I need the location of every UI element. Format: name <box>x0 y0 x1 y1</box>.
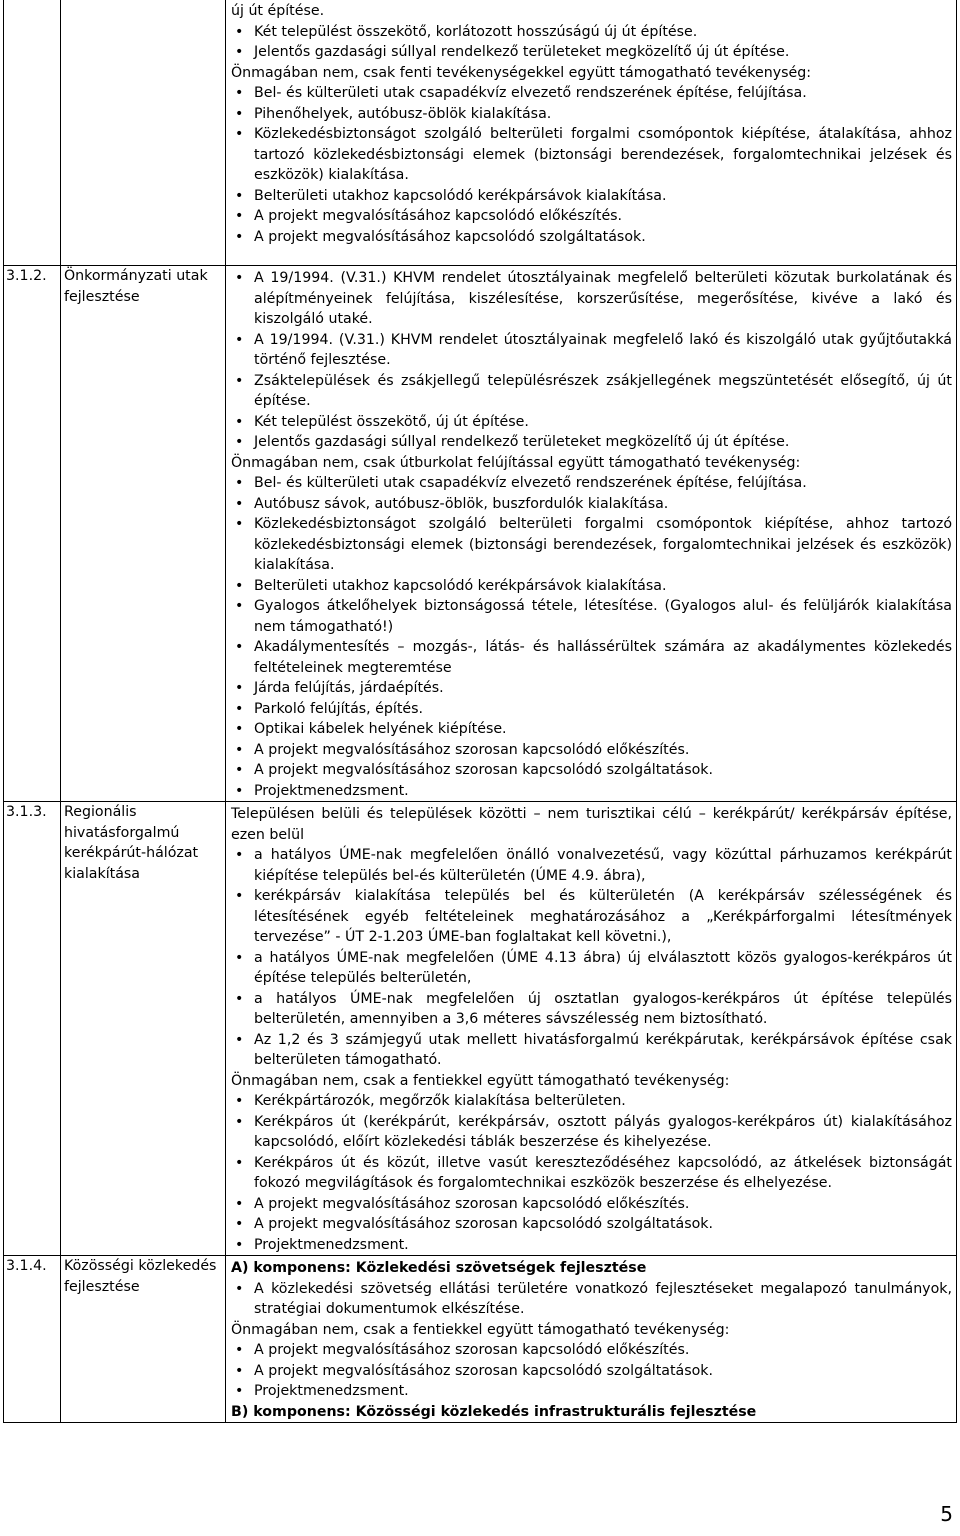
section-content-cell <box>226 1256 957 1423</box>
section-content <box>226 266 956 801</box>
section-title-cell <box>61 1256 226 1423</box>
bullet-list <box>231 1091 952 1255</box>
list-item: • Kerékpáros út és közút, illetve vasút kereszteződéséhez kapcsolódó, az átkelések biztonságát fokozó megvilágítások és forgalomtechnikai eszközök beszerzése és elhelyezése. <box>231 1153 952 1194</box>
list-item: • A projekt megvalósításához szorosan kapcsolódó szolgáltatások. <box>231 1361 952 1382</box>
section-content-cell <box>226 0 957 266</box>
component-heading: B) komponens: Közösségi közlekedés infrastrukturális fejlesztése <box>231 1403 757 1420</box>
list-item: • A projekt megvalósításához szorosan kapcsolódó előkészítés. <box>231 740 952 761</box>
list-item: • A közlekedési szövetség ellátási területére vonatkozó fejlesztéseket megalapozó tanulmányok, stratégiai dokumentumok elkészítése. <box>231 1279 952 1320</box>
list-item: • Zsáktelepülések és zsákjellegű településrészek zsákjellegének megszüntetését elősegítő, új út építése. <box>231 371 952 412</box>
paragraph: Önmagában nem, csak a fentiekkel együtt támogatható tevékenység: <box>231 1072 730 1089</box>
list-item: • Bel- és külterületi utak csapadékvíz elvezető rendszerének építése, felújítása. <box>231 83 952 104</box>
list-item: • Autóbusz sávok, autóbusz-öblök, buszfordulók kialakítása. <box>231 494 952 515</box>
list-item: • a hatályos ÚME-nak megfelelően (ÚME 4.13 ábra) új elválasztott közös gyalogos-kerékpáros út építése település belterületén, <box>231 948 952 989</box>
section-content <box>226 802 956 1255</box>
bullet-list <box>231 473 952 801</box>
list-item: • A projekt megvalósításához szorosan kapcsolódó előkészítés. <box>231 1340 952 1361</box>
paragraph: Önmagában nem, csak fenti tevékenységekkel együtt támogatható tevékenység: <box>231 64 812 81</box>
list-item: • Jelentős gazdasági súllyal rendelkező területeket megközelítő új út építése. <box>231 432 952 453</box>
bullet-list <box>231 1279 952 1320</box>
list-item: • A 19/1994. (V.31.) KHVM rendelet útosztályainak megfelelő belterületi közutak burkolatának és alépítményeinek felújítása, kiszélesítése, korszerűsítése, megerősítése, kivéve a lakó és kiszolgáló utaké. <box>231 268 952 330</box>
list-item: • A projekt megvalósításához szorosan kapcsolódó szolgáltatások. <box>231 760 952 781</box>
bullet-list <box>231 1340 952 1402</box>
bullet-list <box>231 268 952 453</box>
section-title-cell <box>61 0 226 266</box>
list-item: • A 19/1994. (V.31.) KHVM rendelet útosztályainak megfelelő lakó és kiszolgáló utak gyűjtőutakká történő fejlesztése. <box>231 330 952 371</box>
list-item: • Két települést összekötő, új út építése. <box>231 412 952 433</box>
section-number-cell <box>4 802 61 1256</box>
list-item: • a hatályos ÚME-nak megfelelően új osztatlan gyalogos-kerékpáros út építése település belterületén, amennyiben a 3,6 méteres sávszélesség nem biztosítható. <box>231 989 952 1030</box>
list-item: • Projektmenedzsment. <box>231 1381 952 1402</box>
section-title-cell <box>61 266 226 802</box>
table-row <box>4 1256 957 1423</box>
measures-table <box>3 0 957 1423</box>
section-content-cell <box>226 802 957 1256</box>
section-title: Közösségi közlekedés fejlesztése <box>64 1258 217 1295</box>
list-item: • Parkoló felújítás, építés. <box>231 699 952 720</box>
list-item: • Belterületi utakhoz kapcsolódó kerékpársávok kialakítása. <box>231 576 952 597</box>
list-item: • A projekt megvalósításához szorosan kapcsolódó előkészítés. <box>231 1194 952 1215</box>
list-item: • kerékpársáv kialakítása település bel és külterületén (A kerékpársáv szélességének és létesítésének egyéb feltételeinek meghatározásához a „Kerékpárforgalmi létesítmények tervezése” - ÚT 2-1.203 ÚME-ban foglaltakat kell követni.), <box>231 886 952 948</box>
section-number: 3.1.3. <box>6 804 47 820</box>
list-item: • Optikai kábelek helyének kiépítése. <box>231 719 952 740</box>
paragraph: Önmagában nem, csak a fentiekkel együtt támogatható tevékenység: <box>231 1321 730 1338</box>
paragraph: új út építése. <box>231 3 325 19</box>
section-content-cell <box>226 266 957 802</box>
section-number: 3.1.2. <box>6 268 47 284</box>
bullet-list <box>231 845 952 1071</box>
section-content <box>226 1256 956 1422</box>
page-number: 5 <box>940 1502 953 1526</box>
list-item: • A projekt megvalósításához szorosan kapcsolódó szolgáltatások. <box>231 1214 952 1235</box>
list-item: • Kerékpártározók, megőrzők kialakítása belterületen. <box>231 1091 952 1112</box>
table-row <box>4 266 957 802</box>
spacer <box>231 247 952 265</box>
list-item: • Projektmenedzsment. <box>231 781 952 802</box>
section-number: 3.1.4. <box>6 1258 47 1274</box>
list-item: • A projekt megvalósításához kapcsolódó előkészítés. <box>231 206 952 227</box>
section-content <box>226 0 956 265</box>
list-item: • Közlekedésbiztonságot szolgáló belterületi forgalmi csomópontok kiépítése, átalakítása, ahhoz tartozó közlekedésbiztonsági elemek (biztonsági berendezések, forgalomtechnikai jelzések és eszközök) kialakítása. <box>231 124 952 186</box>
list-item: • Az 1,2 és 3 számjegyű utak mellett hivatásforgalmú kerékpárutak, kerékpársávok építése csak belterületen támogatható. <box>231 1030 952 1071</box>
list-item: • Gyalogos átkelőhelyek biztonságossá tétele, létesítése. (Gyalogos alul- és felüljárók kialakítása nem támogatható!) <box>231 596 952 637</box>
list-item: • Projektmenedzsment. <box>231 1235 952 1256</box>
list-item: • Belterületi utakhoz kapcsolódó kerékpársávok kialakítása. <box>231 186 952 207</box>
list-item: • A projekt megvalósításához kapcsolódó szolgáltatások. <box>231 227 952 248</box>
bullet-list <box>231 83 952 247</box>
section-title-cell <box>61 802 226 1256</box>
section-number-cell <box>4 1256 61 1423</box>
table-row <box>4 802 957 1256</box>
list-item: • Pihenőhelyek, autóbusz-öblök kialakítása. <box>231 104 952 125</box>
table-row <box>4 0 957 266</box>
list-item: • Járda felújítás, járdaépítés. <box>231 678 952 699</box>
list-item: • Bel- és külterületi utak csapadékvíz elvezető rendszerének építése, felújítása. <box>231 473 952 494</box>
list-item: • Két települést összekötő, korlátozott hosszúságú új út építése. <box>231 22 952 43</box>
paragraph: Önmagában nem, csak útburkolat felújítással együtt támogatható tevékenység: <box>231 454 801 471</box>
component-heading: A) komponens: Közlekedési szövetségek fejlesztése <box>231 1260 647 1276</box>
section-number-cell <box>4 0 61 266</box>
paragraph: Településen belüli és települések közötti – nem turisztikai célú – kerékpárút/ kerékpársáv építése, ezen belül <box>231 806 952 843</box>
list-item: • Akadálymentesítés – mozgás-, látás- és hallássérültek számára az akadálymentes közlekedés feltételeinek megteremtése <box>231 637 952 678</box>
bullet-list <box>231 22 952 63</box>
list-item: • Jelentős gazdasági súllyal rendelkező területeket megközelítő új út építése. <box>231 42 952 63</box>
section-title: Önkormányzati utak fejlesztése <box>64 268 208 305</box>
list-item: • Közlekedésbiztonságot szolgáló belterületi forgalmi csomópontok kiépítése, ahhoz tartozó közlekedésbiztonsági elemek (biztonsági berendezések, forgalomtechnikai jelzések és eszközök) kialakítása. <box>231 514 952 576</box>
list-item: • Kerékpáros út (kerékpárút, kerékpársáv, osztott pályás gyalogos-kerékpáros út) kialakításához kapcsolódó, előírt közlekedési táblák beszerzése és kihelyezése. <box>231 1112 952 1153</box>
section-title: Regionális hivatásforgalmú kerékpárút-hálózat kialakítása <box>64 804 199 882</box>
section-number-cell <box>4 266 61 802</box>
list-item: • a hatályos ÚME-nak megfelelően önálló vonalvezetésű, vagy közúttal párhuzamos kerékpárút kiépítése település bel-és külterületén (ÚME 4.9. ábra), <box>231 845 952 886</box>
